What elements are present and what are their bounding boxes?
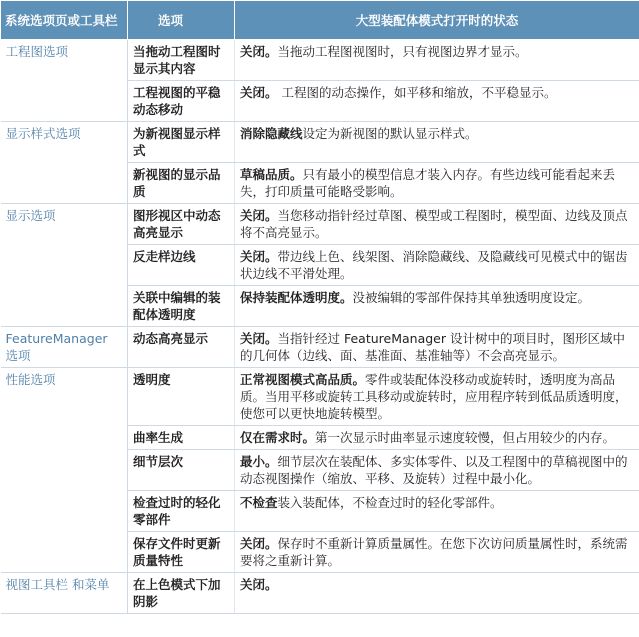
- category-drawing: 工程图选项: [1, 40, 128, 122]
- state-text: 当您移动指针经过草图、模型或工程图时，模型面、边线及顶点将不高亮显示。: [240, 208, 628, 240]
- option-name: 检查过时的轻化零部件: [128, 491, 235, 532]
- option-state: [235, 204, 639, 245]
- state-text: 装入装配体，不检查过时的轻化零部件。: [277, 495, 503, 510]
- option-name: 新视图的显示品质: [128, 163, 235, 204]
- option-name: 工程视图的平稳动态移动: [128, 81, 235, 122]
- option-name: 曲率生成: [128, 426, 235, 450]
- option-state: [235, 163, 639, 204]
- state-lead: 关闭。: [240, 249, 278, 264]
- state-text: 保存时不重新计算质量属性。在您下次访问质量属性时，系统需要将之重新计算。: [240, 536, 628, 568]
- state-lead: 关闭。: [240, 44, 278, 59]
- state-text: 当指针经过 FeatureManager 设计树中的项目时，图形区域中的几何体（边线、面、基准面、基准轴等）不会高亮显示。: [240, 331, 625, 363]
- table-row: [1, 573, 639, 614]
- option-name: 保存文件时更新质量特性: [128, 532, 235, 573]
- header-option: 选项: [128, 1, 235, 40]
- option-state: [235, 491, 639, 532]
- table-row: [1, 122, 639, 163]
- state-text: 当拖动工程图视图时，只有视图边界才显示。: [277, 44, 528, 59]
- option-name: 在上色模式下加阴影: [128, 573, 235, 614]
- option-name: 当拖动工程图时显示其内容: [128, 40, 235, 81]
- state-text: 没被编辑的零部件保持其单独透明度设定。: [352, 290, 591, 305]
- state-lead: 关闭。: [240, 208, 278, 223]
- state-text: 工程图的动态操作，如平移和缩放，不平稳显示。: [277, 85, 557, 100]
- state-lead: 关闭。: [240, 331, 278, 346]
- option-state: [235, 368, 639, 426]
- option-state: [235, 327, 639, 368]
- option-name: 反走样边线: [128, 245, 235, 286]
- state-lead: 消除隐藏线: [240, 126, 303, 141]
- state-text: 第一次显示时曲率显示速度较慢，但占用较少的内存。: [315, 430, 616, 445]
- option-state: [235, 426, 639, 450]
- header-row: [1, 1, 639, 40]
- table-row: [1, 327, 639, 368]
- state-lead: 关闭。: [240, 85, 278, 100]
- category-performance: 性能选项: [1, 368, 128, 573]
- state-lead: 草稿品质。: [240, 167, 303, 182]
- state-text: 设定为新视图的默认显示样式。: [302, 126, 478, 141]
- option-name: 透明度: [128, 368, 235, 426]
- state-lead: 不检查: [240, 495, 278, 510]
- category-display: 显示选项: [1, 204, 128, 327]
- table-row: [1, 368, 639, 426]
- option-state: [235, 81, 639, 122]
- state-lead: 仅在需求时。: [240, 430, 316, 445]
- table-row: [1, 204, 639, 245]
- option-state: [235, 40, 639, 81]
- table-row: [1, 40, 639, 81]
- option-name: 关联中编辑的装配体透明度: [128, 286, 235, 327]
- option-state: [235, 573, 639, 614]
- option-name: 动态高亮显示: [128, 327, 235, 368]
- option-state: [235, 532, 639, 573]
- state-lead: 关闭。: [240, 577, 278, 592]
- state-text: 只有最小的模型信息才装入内存。有些边线可能看起来丢失，打印质量可能略受影响。: [240, 167, 616, 199]
- option-name: 图形视区中动态高亮显示: [128, 204, 235, 245]
- option-state: [235, 122, 639, 163]
- category-view-toolbar: 视图工具栏 和菜单: [1, 573, 128, 614]
- option-state: [235, 286, 639, 327]
- state-text: 细节层次在装配体、多实体零件、以及工程图中的草稿视图中的动态视图操作（缩放、平移、及旋转）过程中最小化。: [240, 454, 628, 486]
- category-display-style: 显示样式选项: [1, 122, 128, 204]
- category-featuremanager: FeatureManager 选项: [1, 327, 128, 368]
- header-category: 系统选项页或工具栏: [1, 1, 128, 40]
- option-name: 为新视图显示样式: [128, 122, 235, 163]
- state-lead: 保持装配体透明度。: [240, 290, 353, 305]
- state-lead: 关闭。: [240, 536, 278, 551]
- header-state: 大型装配体模式打开时的状态: [235, 1, 639, 40]
- option-state: [235, 245, 639, 286]
- option-name: 细节层次: [128, 450, 235, 491]
- state-text: 带边线上色、线架图、消除隐藏线、及隐藏线可见模式中的锯齿状边线不平滑处理。: [240, 249, 628, 281]
- state-text: 零件或装配体没移动或旋转时，透明度为高品质。当用平移或旋转工具移动或旋转时，应用程序转到低品质透明度，使您可以更快地旋转模型。: [240, 372, 628, 421]
- option-state: [235, 450, 639, 491]
- state-lead: 正常视图模式高品质。: [240, 372, 366, 387]
- state-lead: 最小。: [240, 454, 278, 469]
